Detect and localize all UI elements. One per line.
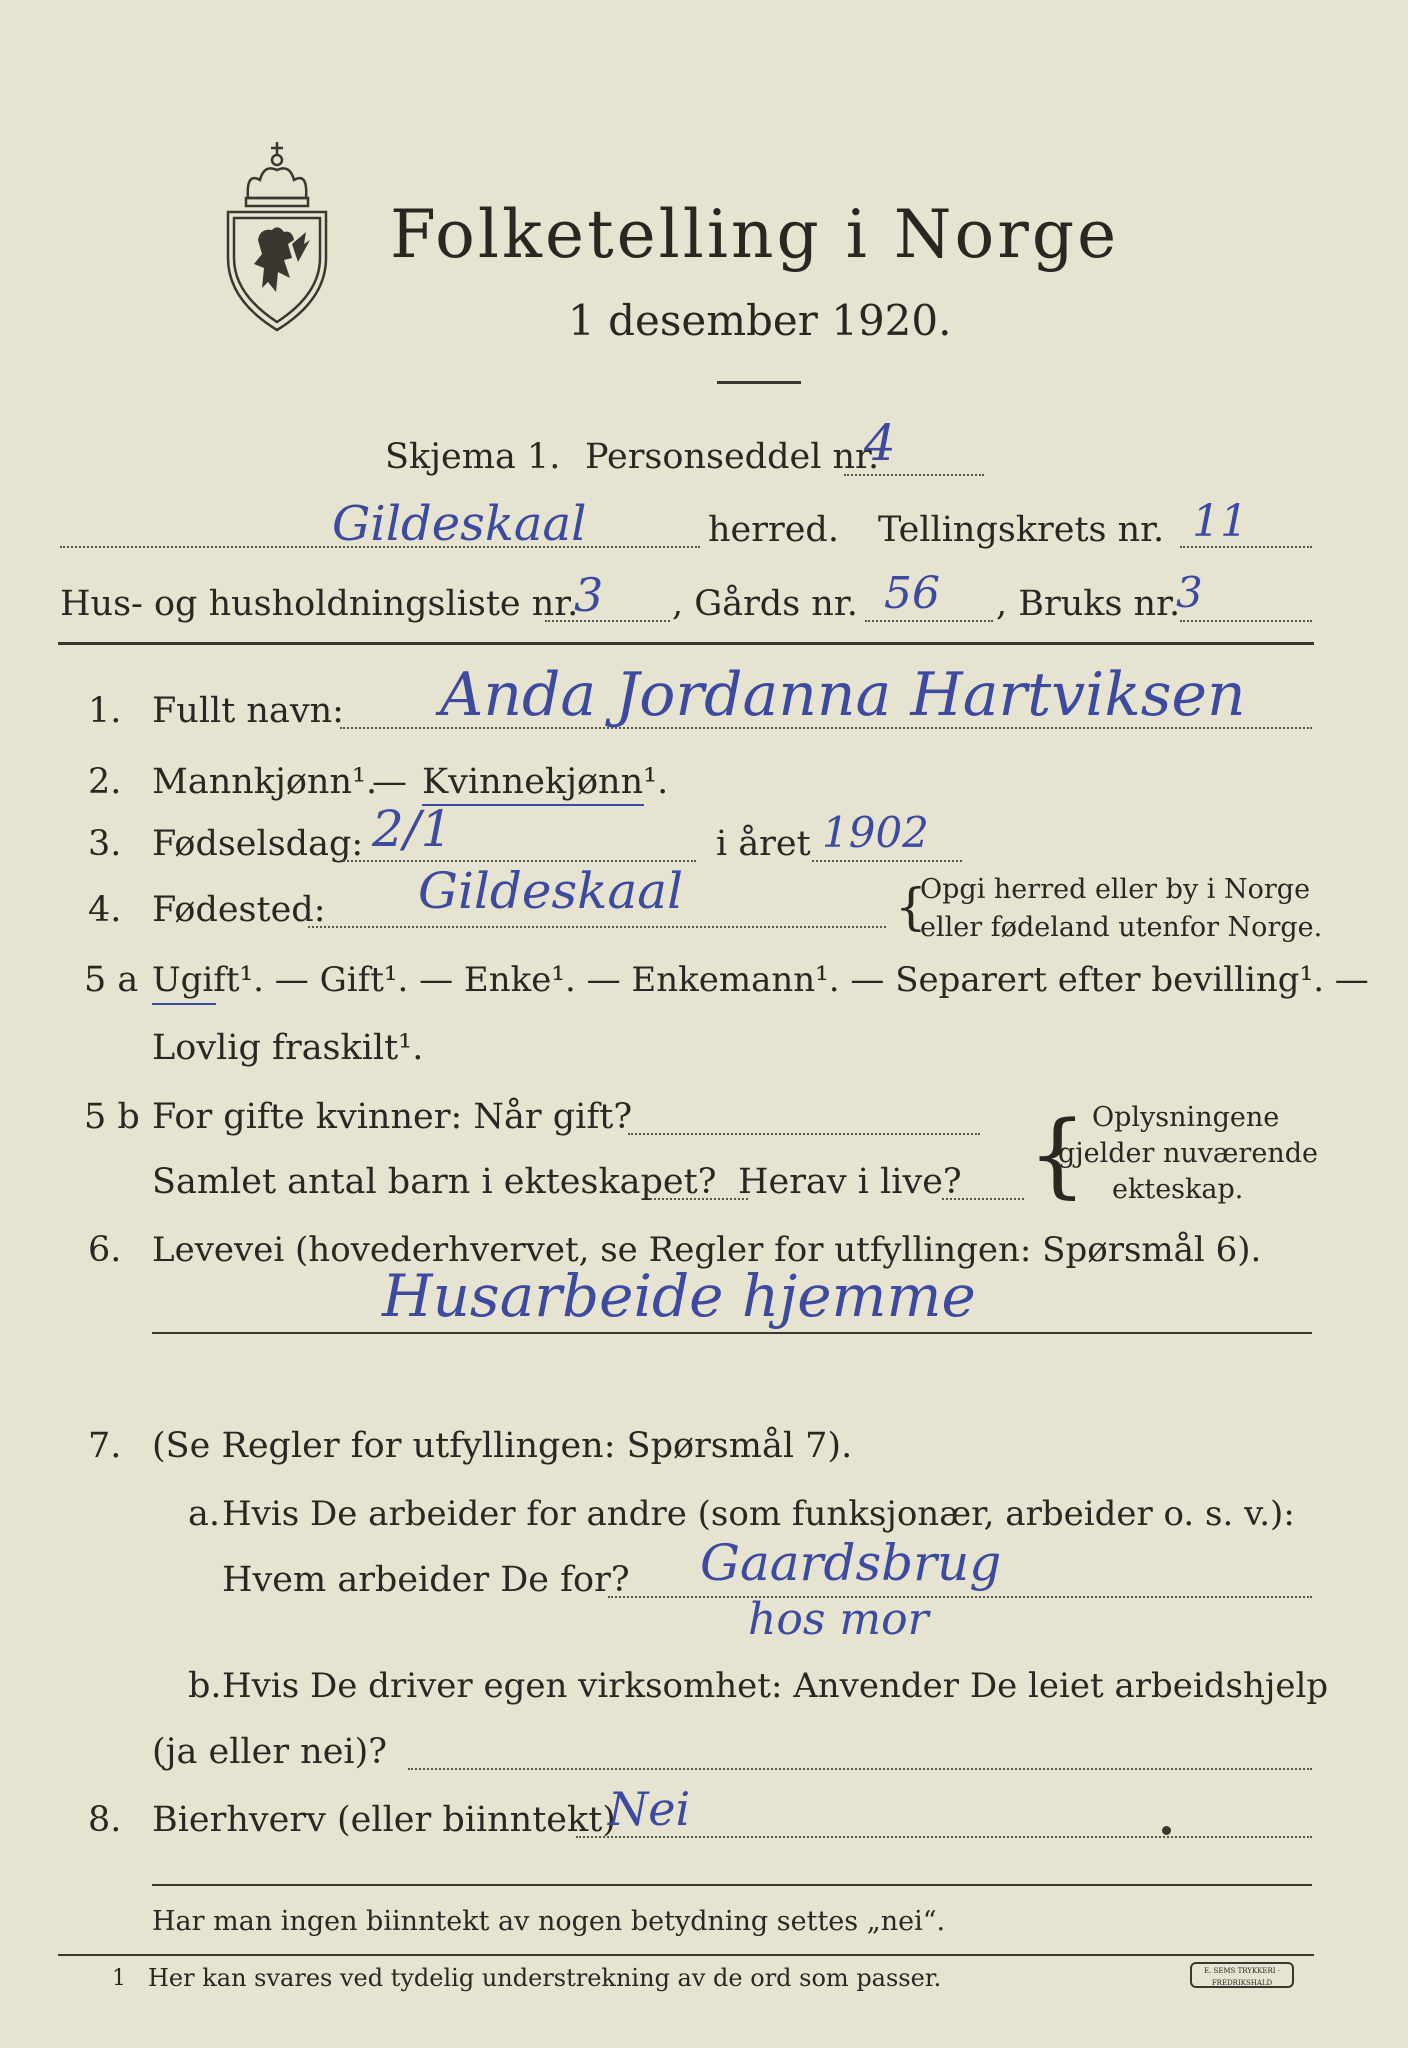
q2-female-underline (422, 804, 644, 806)
personseddel-label: Personseddel nr. (585, 437, 880, 477)
q3-year-label: i året (716, 824, 811, 864)
form-title: Folketelling i Norge (390, 196, 1120, 273)
hus-dots (545, 620, 670, 622)
q1-label: Fullt navn: (152, 691, 344, 731)
q8-value[interactable]: Nei (608, 1782, 691, 1836)
q3-label: Fødselsdag: (152, 824, 364, 864)
q8-dots (576, 1836, 1312, 1838)
q5b-alive-dots (942, 1198, 1024, 1200)
q5a-civil-status-options[interactable]: Ugift¹. — Gift¹. — Enke¹. — Enkemann¹. — Separert efter bevilling¹. — (152, 960, 1369, 1000)
q7a-employer-label: Hvem arbeider De for? (222, 1560, 630, 1600)
q5b-line-1: For gifte kvinner: Når gift? (152, 1097, 633, 1137)
q4-brace: { (895, 878, 927, 936)
q1-full-name[interactable]: Anda Jordanna Hartviksen (440, 660, 1246, 730)
q5b-note-1: Oplysningene (1092, 1102, 1280, 1133)
q2-dash: — (372, 762, 407, 802)
footer-note: Har man ingen biinntekt av nogen betydning settes „nei“. (152, 1906, 946, 1937)
q5a-number: 5 a (84, 960, 139, 1000)
hus-label: Hus- og husholdningsliste nr. (60, 584, 579, 624)
coat-of-arms-icon (218, 140, 336, 335)
q4-birthplace[interactable]: Gildeskaal (418, 862, 684, 920)
q4-number: 4. (88, 890, 122, 930)
q7-number: 7. (88, 1426, 122, 1466)
q5b-brace: { (1028, 1101, 1087, 1208)
herred-value[interactable]: Gildeskaal (332, 496, 587, 552)
q7b-letter: b. (188, 1666, 222, 1706)
q5b-children-label: Samlet antal barn i ekteskapet? (152, 1162, 717, 1202)
q3-year[interactable]: 1902 (822, 808, 929, 857)
hus-value[interactable]: 3 (574, 568, 604, 622)
q5a-lovlig-fraskilt[interactable]: Lovlig fraskilt¹. (152, 1028, 424, 1068)
q7b-line-1: Hvis De driver egen virksomhet: Anvender De leiet arbeidshjelp (222, 1666, 1329, 1706)
q6-label: Levevei (hovederhvervet, se Regler for utfyllingen: Spørsmål 6). (152, 1230, 1262, 1270)
q7-label: (Se Regler for utfyllingen: Spørsmål 7). (152, 1426, 853, 1466)
q4-note-1: Opgi herred eller by i Norge (920, 874, 1311, 905)
skjema-label: Skjema 1. (385, 437, 561, 477)
census-date: 1 desember 1920. (568, 296, 952, 345)
personseddel-dots (844, 474, 984, 476)
q5b-number: 5 b (84, 1097, 140, 1137)
q8-label: Bierhverv (eller biinntekt) (152, 1800, 616, 1840)
gards-label: , Gårds nr. (672, 584, 858, 624)
q6-occupation[interactable]: Husarbeide hjemme (382, 1262, 976, 1330)
q5b-children-dots (650, 1198, 748, 1200)
q6-number: 6. (88, 1230, 122, 1270)
q7a-letter: a. (188, 1494, 220, 1534)
title-divider (717, 381, 801, 384)
q4-label: Fødested: (152, 890, 326, 930)
ink-dot (1162, 1826, 1171, 1835)
q2-male[interactable]: Mannkjønn¹. (152, 762, 378, 802)
q7a-line-1: Hvis De arbeider for andre (som funksjonær, arbeider o. s. v.): (222, 1494, 1295, 1534)
tellingskrets-label: Tellingskrets nr. (878, 510, 1165, 550)
q3-number: 3. (88, 824, 122, 864)
q4-note-2: eller fødeland utenfor Norge. (920, 912, 1323, 943)
q3-year-dots (812, 860, 962, 862)
q5b-married-dots (628, 1133, 980, 1135)
header-rule (58, 642, 1314, 645)
printer-mark: E. SEMS TRYKKERI · FREDRIKSHALD (1190, 1962, 1294, 1988)
q5b-note-2: gjelder nuværende (1058, 1138, 1318, 1169)
q1-number: 1. (88, 691, 122, 731)
q7a-employer-dots (608, 1596, 1312, 1598)
q7a-employer-value-1[interactable]: Gaardsbrug (700, 1534, 1002, 1592)
bruks-dots (1180, 620, 1312, 622)
gards-value[interactable]: 56 (884, 568, 940, 619)
q5b-alive-label: Herav i live? (738, 1162, 962, 1202)
q3-birthday[interactable]: 2/1 (372, 800, 453, 858)
q7b-line-2: (ja eller nei)? (152, 1732, 388, 1772)
q5a-ugift-underline (152, 1003, 216, 1005)
q7b-dots (408, 1768, 1312, 1770)
footnote-text: Her kan svares ved tydelig understrekning av de ord som passer. (148, 1964, 942, 1992)
gards-dots (865, 620, 993, 622)
personseddel-value[interactable]: 4 (864, 414, 896, 472)
q5b-note-3: ekteskap. (1112, 1174, 1244, 1205)
footnote-mark: 1 (112, 1966, 126, 1991)
q6-answer-line (152, 1332, 1312, 1334)
q2-number: 2. (88, 762, 122, 802)
bruks-label: , Bruks nr. (996, 584, 1181, 624)
bruks-value[interactable]: 3 (1176, 568, 1203, 617)
tellingskrets-value[interactable]: 11 (1192, 496, 1248, 547)
footer-rule (58, 1954, 1314, 1956)
q8-number: 8. (88, 1800, 122, 1840)
herred-label: herred. (708, 510, 839, 550)
q8-answer-line (152, 1884, 1312, 1886)
q2-female[interactable]: Kvinnekjønn¹. (422, 762, 669, 802)
q7a-employer-value-2[interactable]: hos mor (748, 1594, 929, 1645)
q4-dots (308, 926, 886, 928)
